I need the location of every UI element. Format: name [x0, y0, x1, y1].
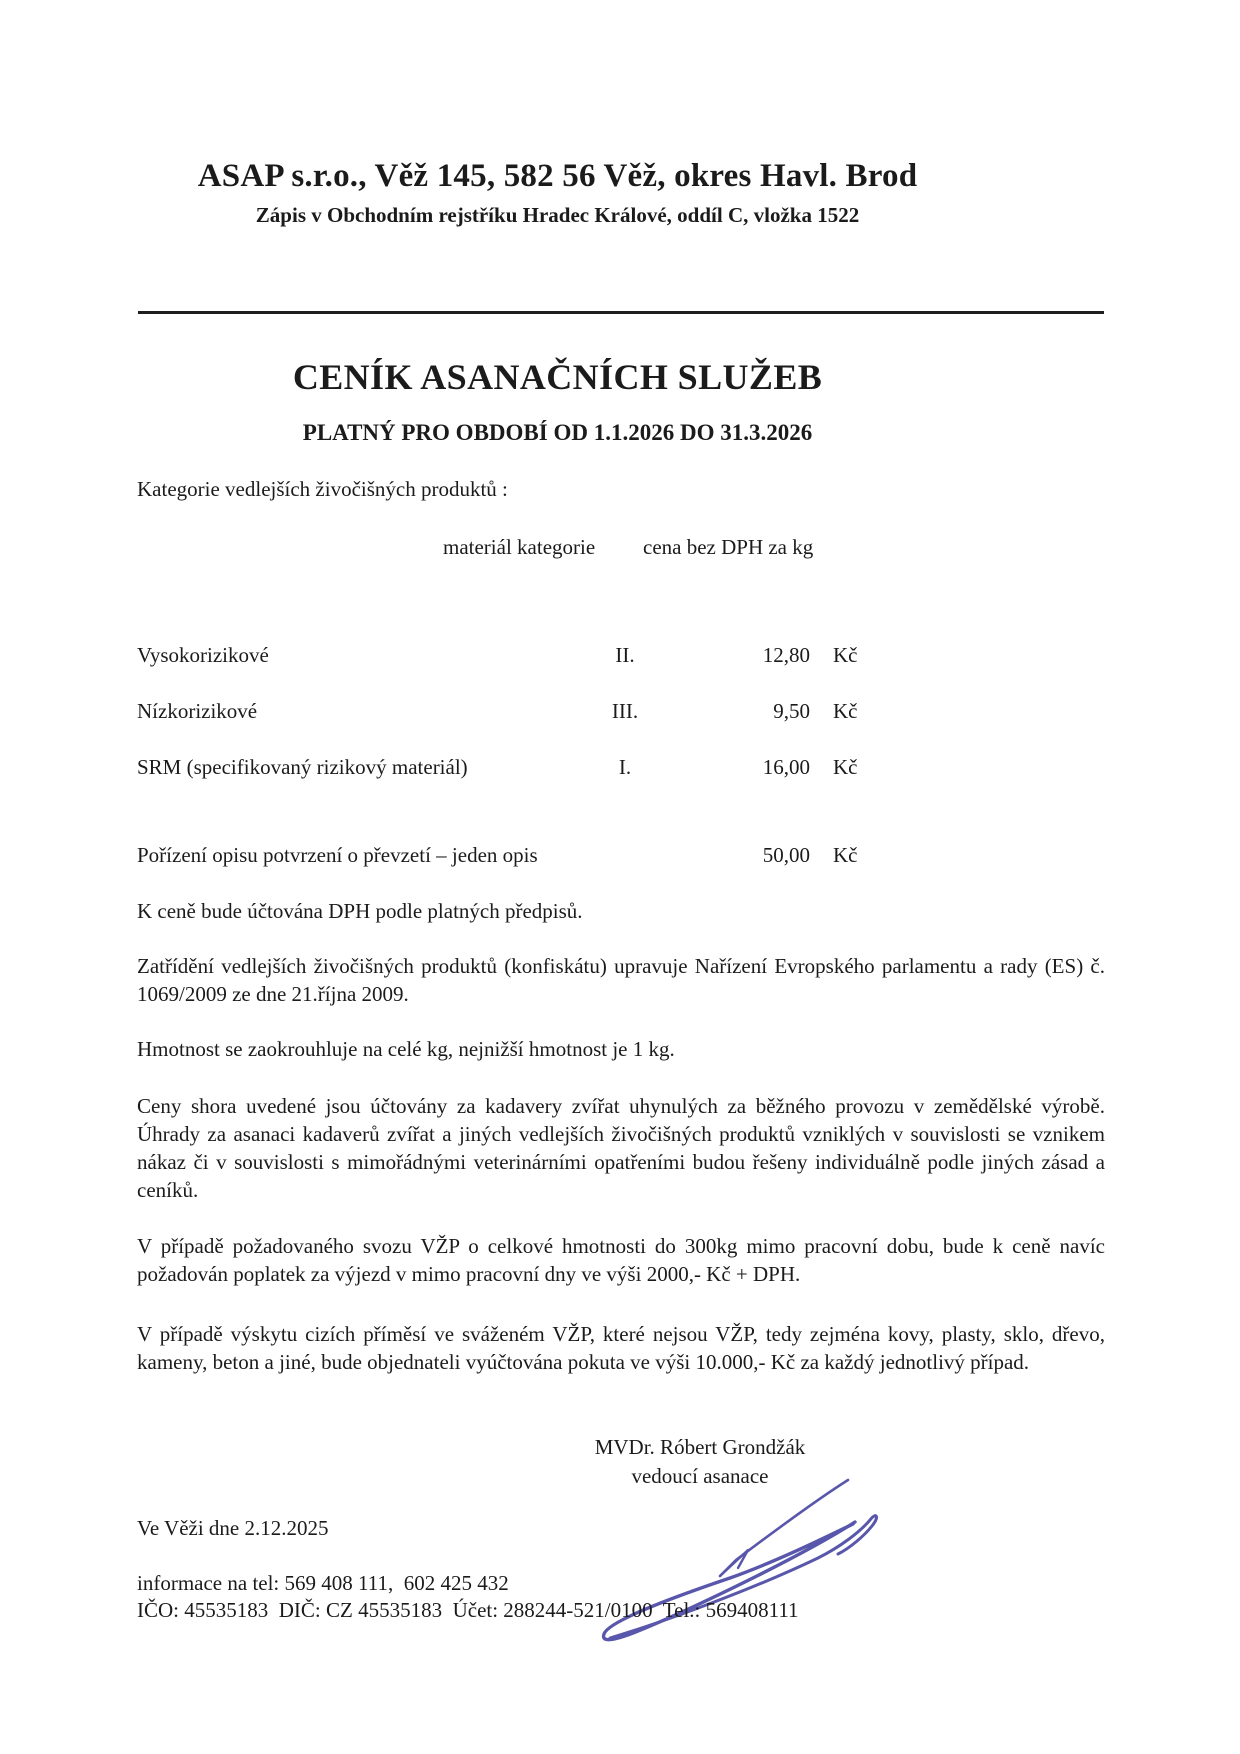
row-price: 9,50: [773, 699, 810, 723]
horizontal-rule: [138, 311, 1104, 314]
row-currency: Kč: [833, 643, 858, 667]
row-price: 50,00: [762, 843, 810, 867]
note-pricing-scope: Ceny shora uvedené jsou účtovány za kadavery zvířat uhynulých za běžného provozu v zemědělské výrobě. Úhrady za asanaci kadaverů zvířat a jiných vedlejších živočišných produktů vzniklých v souvislosti se vznikem nákaz či v souvislosti s mimořádnými veterinárními opatřeními budou řešeny individuálně podle jiných zásad a ceníků.: [137, 1094, 1105, 1202]
row-label: Nízkorizikové: [137, 699, 258, 723]
company-ids-line: IČO: 45535183 DIČ: CZ 45535183 Účet: 288244-521/0100 Tel.: 569408111: [137, 1598, 799, 1622]
page-title: CENÍK ASANAČNÍCH SLUŽEB: [292, 357, 823, 397]
note-off-hours-fee: V případě požadovaného svozu VŽP o celkové hmotnosti do 300kg mimo pracovní dobu, bude k ceně navíc požadován poplatek za výjezd v mimo pracovní dny ve výši 2000,- Kč + DPH.: [137, 1234, 1105, 1286]
column-header-price: cena bez DPH za kg: [643, 535, 814, 559]
place-and-date: Ve Věži dne 2.12.2025: [137, 1516, 329, 1540]
note-vat: K ceně bude účtována DPH podle platných předpisů.: [137, 899, 583, 923]
company-letterhead: ASAP s.r.o., Věž 145, 582 56 Věž, okres Havl. Brod: [197, 158, 918, 194]
row-category: I.: [618, 755, 632, 779]
registry-line: Zápis v Obchodním rejstříku Hradec Králové, oddíl C, vložka 1522: [255, 203, 860, 227]
row-label: SRM (specifikovaný rizikový materiál): [137, 755, 468, 779]
row-category: II.: [615, 643, 635, 667]
row-currency: Kč: [833, 843, 858, 867]
note-weight: Hmotnost se zaokrouhluje na celé kg, nejnižší hmotnost je 1 kg.: [137, 1037, 675, 1061]
category-intro: Kategorie vedlejších živočišných produktů :: [137, 477, 508, 501]
row-currency: Kč: [833, 755, 858, 779]
row-label: Pořízení opisu potvrzení o převzetí – jeden opis: [137, 843, 538, 867]
row-currency: Kč: [833, 699, 858, 723]
column-header-material: materiál kategorie: [443, 535, 596, 559]
note-contamination-fine: V případě výskytu cizích příměsí ve sváženém VŽP, které nejsou VŽP, tedy zejména kovy, plasty, sklo, dřevo, kameny, beton a jiné, bude objednateli vyúčtována pokuta ve výši 10.000,- Kč za každý jednotlivý případ.: [137, 1322, 1105, 1374]
note-classification: Zatřídění vedlejších živočišných produktů (konfiskátu) upravuje Nařízení Evropského parlamentu a rady (ES) č. 1069/2009 ze dne 21.října 2009.: [137, 954, 1105, 1006]
row-category: III.: [611, 699, 639, 723]
signatory-name: MVDr. Róbert Grondžák: [594, 1435, 806, 1459]
row-label: Vysokorizikové: [137, 643, 269, 667]
signatory-role: vedoucí asanace: [631, 1464, 769, 1488]
validity-subtitle: PLATNÝ PRO OBDOBÍ OD 1.1.2026 DO 31.3.2026: [302, 420, 813, 445]
row-price: 16,00: [762, 755, 810, 779]
handwritten-signature-icon: [555, 1462, 910, 1662]
row-price: 12,80: [762, 643, 810, 667]
contact-info-line: informace na tel: 569 408 111, 602 425 432: [137, 1571, 509, 1595]
